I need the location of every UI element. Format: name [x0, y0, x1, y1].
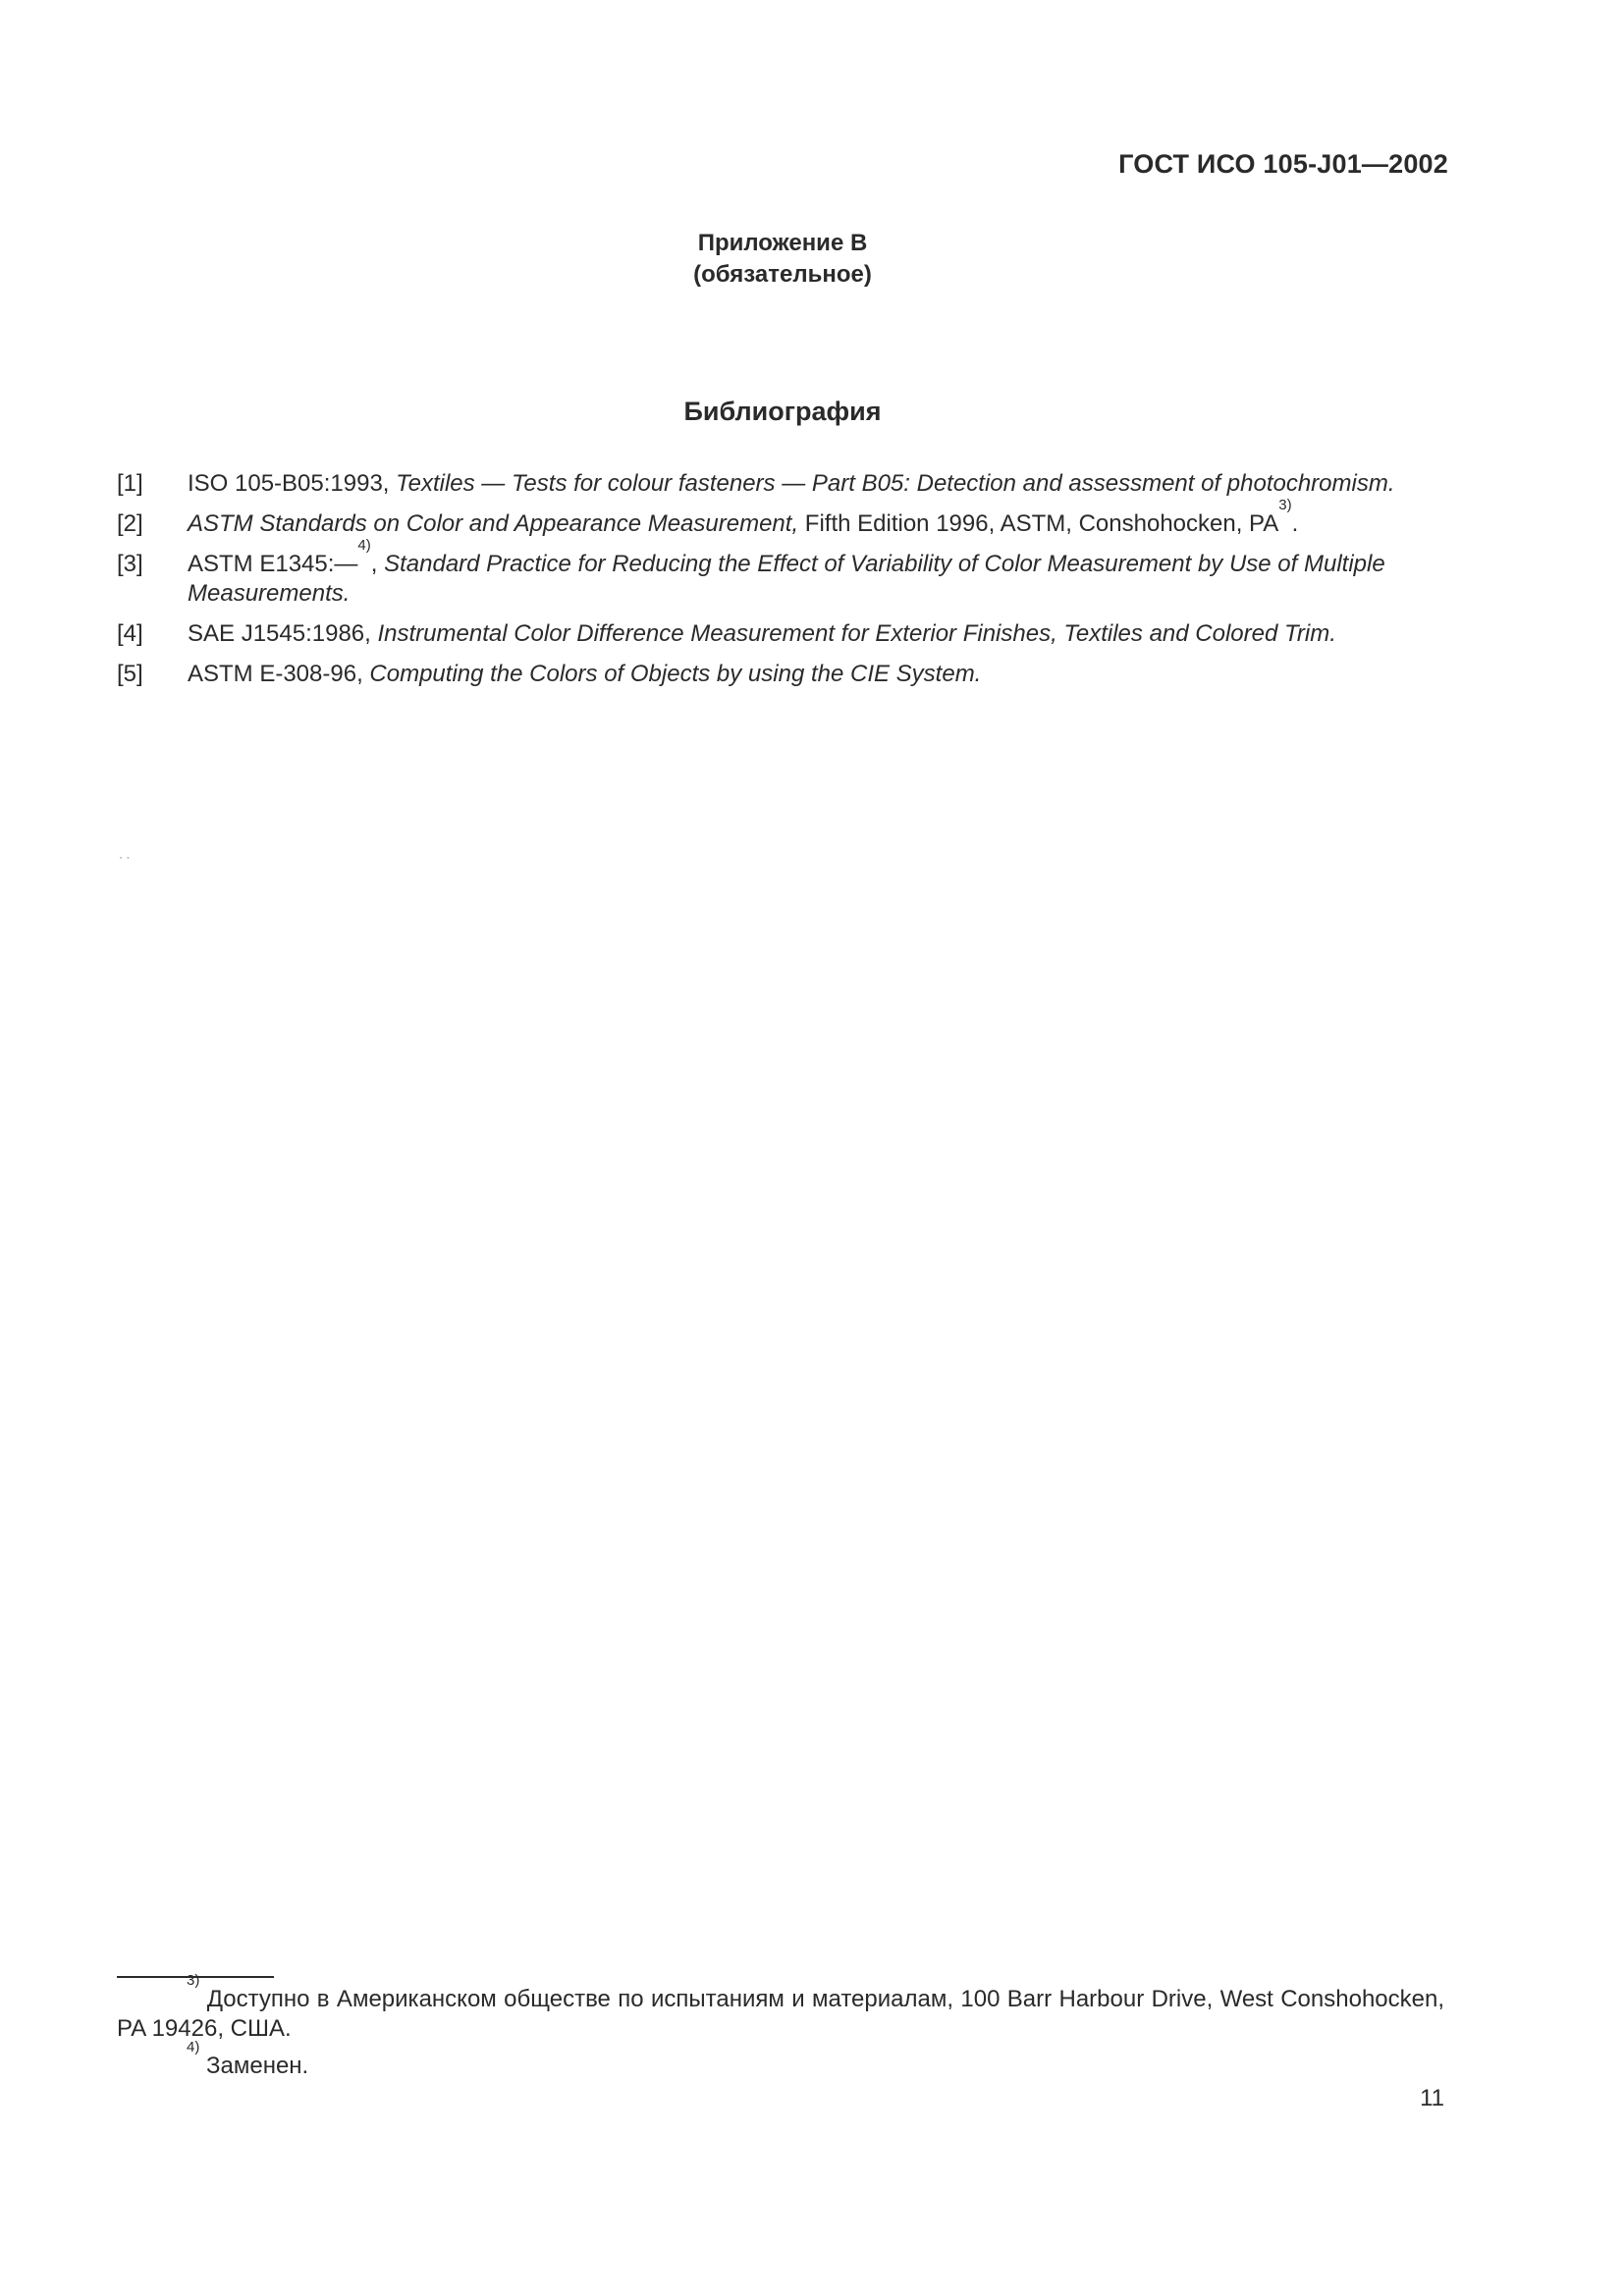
footnote [117, 1972, 1444, 2044]
reference-number: [1] [117, 470, 143, 497]
reference-number: [3] [117, 551, 143, 577]
reference-number: [2] [117, 510, 143, 537]
footnote-ref[interactable]: 4) [357, 537, 371, 554]
page-number: 11 [1420, 2085, 1444, 2111]
reference-plain: SAE J1545:1986, [188, 620, 378, 647]
reference-title: ASTM Standards on Color and Appearance Measurement, [188, 510, 799, 537]
reference-tail: . [1291, 510, 1299, 537]
reference-plain: ISO 105-B05:1993, [188, 470, 397, 497]
footnote-text: Доступно в Американском обществе по испытаниям и материалам, 100 Barr Harbour Drive, West Conshohocken, PA 19426, США. [117, 1986, 1444, 2042]
footnote-mark: 3) [187, 1972, 200, 1989]
reference-text [188, 497, 1444, 539]
scan-artifact: · · [119, 850, 131, 864]
bibliography-list [117, 469, 1444, 700]
reference-title: Standard Practice for Reducing the Effect of Variability of Color Measurement by Use of Multiple Measurements. [188, 551, 1385, 607]
bibliography-item [117, 469, 1444, 499]
footnote-ref[interactable]: 3) [1278, 497, 1292, 513]
footnote-text: Заменен. [199, 2053, 309, 2079]
reference-plain: Fifth Edition 1996, ASTM, Conshohocken, PA [798, 510, 1279, 537]
annex-status: (обязательное) [693, 261, 872, 288]
bibliography-item [117, 660, 1444, 689]
bibliography-item [117, 619, 1444, 649]
reference-number: [4] [117, 620, 143, 647]
reference-title: Computing the Colors of Objects by using the CIE System. [369, 661, 982, 687]
footnote [117, 2039, 1444, 2081]
reference-text [188, 537, 1444, 609]
reference-text [188, 660, 1444, 689]
footnotes [117, 1972, 1444, 2089]
annex-heading [0, 228, 1565, 291]
reference-plain: ASTM E1345:— [188, 551, 358, 577]
footnote-mark: 4) [187, 2039, 200, 2056]
reference-number: [5] [117, 661, 143, 687]
reference-title: Textiles — Tests for colour fasteners — Part B05: Detection and assessment of photochromism. [396, 470, 1395, 497]
reference-plain: ASTM E-308-96, [188, 661, 370, 687]
reference-text [188, 469, 1444, 499]
reference-title: Instrumental Color Difference Measurement for Exterior Finishes, Textiles and Colored Trim. [377, 620, 1336, 647]
annex-title: Приложение В [697, 230, 868, 256]
reference-text [188, 619, 1444, 649]
bibliography-item [117, 537, 1444, 609]
bibliography-item [117, 497, 1444, 539]
reference-plain: , [370, 551, 385, 577]
bibliography-title: Библиография [683, 397, 882, 426]
document-code-header: ГОСТ ИСО 105-J01—2002 [1118, 149, 1448, 179]
